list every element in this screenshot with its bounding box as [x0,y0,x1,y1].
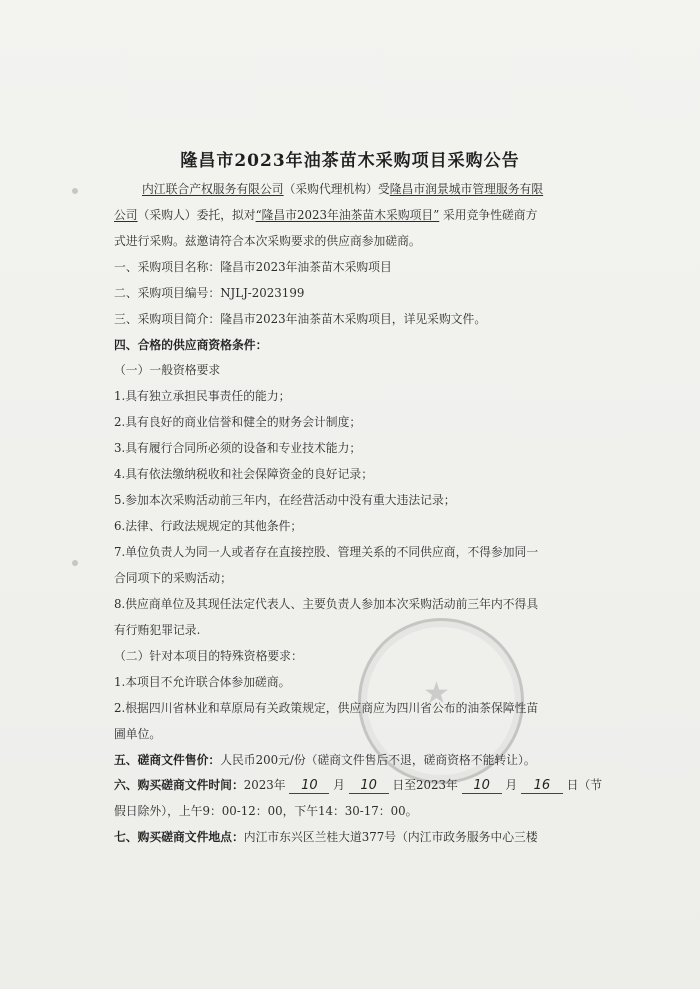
special-item: 1.本项目不允许联合体参加磋商。 [114,675,291,689]
purchaser-name-2: 公司 [114,208,138,222]
general-item: 有行贿犯罪记录. [114,623,201,637]
section-3 [114,311,614,327]
general-item: 7.单位负责人为同一人或者存在直接控股、管理关系的不同供应商，不得参加同一 [114,545,539,559]
section-1-label: 一、采购项目名称： [114,260,221,274]
special-item: 2.根据四川省林业和草原局有关政策规定，供应商应为四川省公布的油茶保障性苗 [114,701,539,715]
agency-name: 内江联合产权服务有限公司 [142,182,284,196]
handwritten-day-1: 10 [349,779,389,794]
month-word: 月 [505,778,518,792]
section-2-value: NJLJ-2023199 [220,286,305,300]
special-item: 圃单位。 [114,727,162,741]
section-3-label: 三、采购项目简介： [114,312,221,326]
agency-role: （采购代理机构）受 [283,182,390,196]
general-item: 5.参加本次采购活动前三年内，在经营活动中没有重大违法记录； [114,493,456,507]
handwritten-month-1: 10 [289,779,329,794]
section-1-value: 隆昌市2023年油茶苗木采购项目 [220,260,392,274]
special-heading: （二）针对本项目的特殊资格要求： [114,649,303,663]
section-6-year: 2023年 [243,778,286,792]
general-item: 合同项下的采购活动； [114,571,232,585]
section-6-hours: 假日除外），上午9：00-12：00，下午14：30-17：00。 [114,804,418,818]
project-quoted: “隆昌市2023年油茶苗木采购项目” [255,208,440,222]
section-6 [114,777,614,794]
page-title: 隆昌市2023年油茶苗木采购项目采购公告 [180,151,520,171]
punch-hole-mark [72,560,78,566]
seal-star-icon: ★ [423,676,450,711]
section-2 [114,285,614,301]
section-7 [114,829,614,845]
general-item: 3.具有履行合同所必须的设备和专业技术能力； [114,441,362,455]
handwritten-day-2: 16 [521,779,563,794]
section-5-label: 五、磋商文件售价： [114,753,221,767]
general-item: 8.供应商单位及其现任法定代表人、主要负责人参加本次采购活动前三年内不得具 [114,597,539,611]
section-7-label: 七、购买磋商文件地点： [114,830,244,844]
handwritten-month-2: 10 [462,779,502,794]
section-5-value: 人民币200元/份（磋商文件售后不退，磋商资格不能转让）。 [220,753,536,767]
general-item: 1.具有独立承担民事责任的能力； [114,389,291,403]
month-word: 月 [333,778,345,792]
purchaser-role: （采购人）委托，拟对 [137,208,256,222]
general-heading: （一）一般资格要求 [114,363,221,377]
day-word: 日（节 [566,778,603,792]
punch-hole-mark [72,188,78,194]
purchaser-name-1: 隆昌市润景城市管理服务有限 [389,182,544,196]
intro-line-3: 式进行采购。兹邀请符合本次采购要求的供应商参加磋商。 [114,234,421,248]
date-range-to: 日至2023年 [392,778,458,792]
general-item: 6.法律、行政法规规定的其他条件； [114,519,303,533]
section-5 [114,752,614,768]
intro-line-2 [114,207,614,223]
section-3-value: 隆昌市2023年油茶苗木采购项目，详见采购文件。 [220,312,487,326]
section-6-label: 六、购买磋商文件时间： [114,778,244,792]
intro-line-1 [142,181,642,197]
section-1 [114,259,614,275]
section-4-label: 四、合格的供应商资格条件： [114,338,268,352]
section-2-label: 二、采购项目编号： [114,286,221,300]
method-text: 采用竞争性磋商方 [443,208,538,222]
general-item: 4.具有依法缴纳税收和社会保障资金的良好记录； [114,467,373,481]
general-item: 2.具有良好的商业信誉和健全的财务会计制度； [114,415,362,429]
section-7-value: 内江市东兴区兰桂大道377号（内江市政务服务中心三楼 [243,830,538,844]
